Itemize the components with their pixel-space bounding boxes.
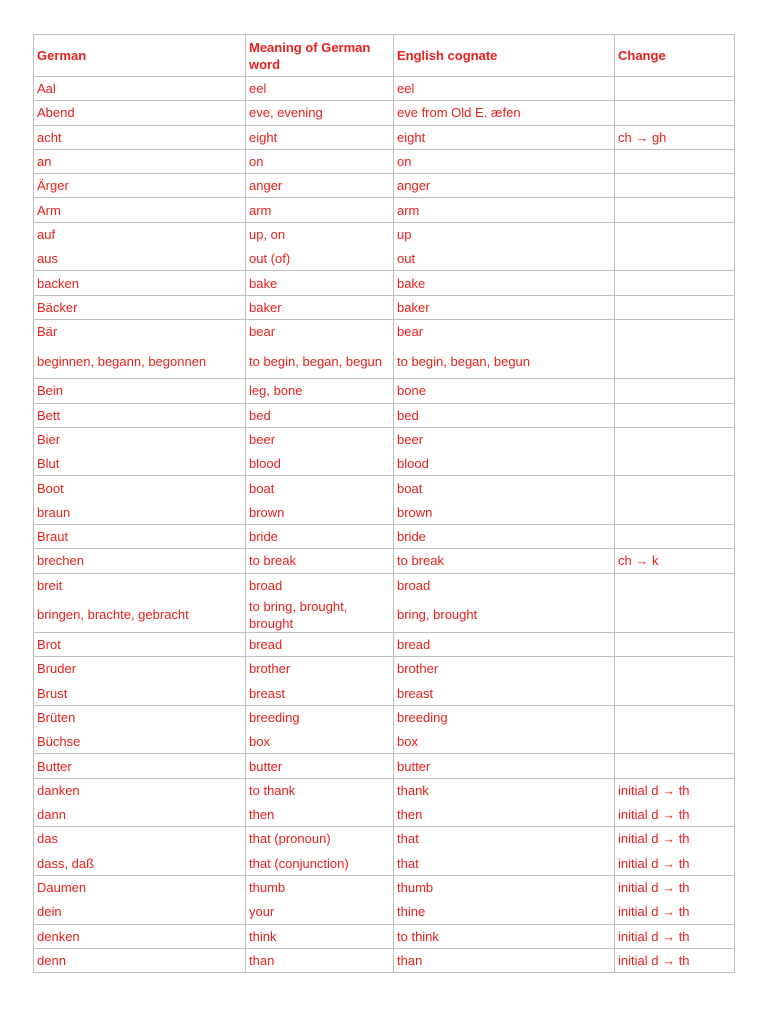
cell-meaning: then bbox=[246, 803, 394, 827]
cell-german: breit bbox=[34, 573, 246, 597]
cell-meaning: than bbox=[246, 948, 394, 972]
cell-german: acht bbox=[34, 125, 246, 149]
cell-meaning: leg, bone bbox=[246, 379, 394, 403]
cell-meaning: beer bbox=[246, 427, 394, 451]
cell-meaning: bake bbox=[246, 271, 394, 295]
cell-change: initial d → th bbox=[615, 924, 735, 948]
cell-german: Arm bbox=[34, 198, 246, 222]
cell-cognate: then bbox=[394, 803, 615, 827]
cell-meaning: eight bbox=[246, 125, 394, 149]
cell-german: Bruder bbox=[34, 657, 246, 681]
cell-cognate: thumb bbox=[394, 875, 615, 899]
header-german: German bbox=[34, 35, 246, 77]
cell-german: backen bbox=[34, 271, 246, 295]
table-row bbox=[34, 851, 735, 875]
cell-change bbox=[615, 730, 735, 754]
cell-meaning: out (of) bbox=[246, 247, 394, 271]
table-row bbox=[34, 827, 735, 851]
cell-german: das bbox=[34, 827, 246, 851]
cell-cognate: anger bbox=[394, 174, 615, 198]
cell-change: ch → gh bbox=[615, 125, 735, 149]
cell-german: Büchse bbox=[34, 730, 246, 754]
table-body bbox=[34, 77, 735, 973]
cell-cognate: bone bbox=[394, 379, 615, 403]
cell-cognate: boat bbox=[394, 476, 615, 500]
cell-german: Bett bbox=[34, 403, 246, 427]
cell-meaning: on bbox=[246, 149, 394, 173]
table-row bbox=[34, 476, 735, 500]
cell-cognate: out bbox=[394, 247, 615, 271]
cell-change bbox=[615, 525, 735, 549]
cell-cognate: up bbox=[394, 222, 615, 246]
cell-german: aus bbox=[34, 247, 246, 271]
cell-meaning: that (conjunction) bbox=[246, 851, 394, 875]
cell-change bbox=[615, 705, 735, 729]
cell-cognate: bride bbox=[394, 525, 615, 549]
cell-german: Ärger bbox=[34, 174, 246, 198]
cell-cognate: thank bbox=[394, 778, 615, 802]
table-row bbox=[34, 427, 735, 451]
cell-change bbox=[615, 573, 735, 597]
cell-cognate: breast bbox=[394, 681, 615, 705]
cell-change: initial d → th bbox=[615, 875, 735, 899]
table-row bbox=[34, 803, 735, 827]
cell-cognate: bed bbox=[394, 403, 615, 427]
cell-meaning: bread bbox=[246, 632, 394, 656]
cell-german: brechen bbox=[34, 549, 246, 573]
cell-german: dann bbox=[34, 803, 246, 827]
cell-cognate: to break bbox=[394, 549, 615, 573]
table-row bbox=[34, 403, 735, 427]
cell-german: Blut bbox=[34, 452, 246, 476]
cell-meaning: box bbox=[246, 730, 394, 754]
cell-meaning: your bbox=[246, 900, 394, 924]
table-row bbox=[34, 573, 735, 597]
cell-change: initial d → th bbox=[615, 778, 735, 802]
cell-change bbox=[615, 77, 735, 101]
table-row bbox=[34, 247, 735, 271]
table-row bbox=[34, 149, 735, 173]
cell-change: initial d → th bbox=[615, 948, 735, 972]
cell-german: bringen, brachte, gebracht bbox=[34, 597, 246, 632]
cell-change bbox=[615, 101, 735, 125]
table-row bbox=[34, 597, 735, 632]
cell-meaning: arm bbox=[246, 198, 394, 222]
cell-cognate: that bbox=[394, 851, 615, 875]
header-cognate: English cognate bbox=[394, 35, 615, 77]
cell-meaning: to thank bbox=[246, 778, 394, 802]
cell-meaning: brown bbox=[246, 500, 394, 524]
cell-change bbox=[615, 476, 735, 500]
cell-meaning: boat bbox=[246, 476, 394, 500]
cell-change bbox=[615, 681, 735, 705]
cell-meaning: bear bbox=[246, 319, 394, 343]
cell-change bbox=[615, 452, 735, 476]
cell-cognate: to begin, began, begun bbox=[394, 344, 615, 379]
cell-german: denn bbox=[34, 948, 246, 972]
cell-cognate: bake bbox=[394, 271, 615, 295]
cell-meaning: bed bbox=[246, 403, 394, 427]
cell-cognate: brown bbox=[394, 500, 615, 524]
cell-change bbox=[615, 198, 735, 222]
header-change: Change bbox=[615, 35, 735, 77]
cell-meaning: eve, evening bbox=[246, 101, 394, 125]
cell-meaning: bride bbox=[246, 525, 394, 549]
cell-cognate: that bbox=[394, 827, 615, 851]
cell-cognate: eight bbox=[394, 125, 615, 149]
table-row bbox=[34, 705, 735, 729]
cell-meaning: baker bbox=[246, 295, 394, 319]
header-meaning: Meaning of German word bbox=[246, 35, 394, 77]
cell-cognate: broad bbox=[394, 573, 615, 597]
cell-meaning: brother bbox=[246, 657, 394, 681]
table-row bbox=[34, 948, 735, 972]
cell-german: Boot bbox=[34, 476, 246, 500]
table-row bbox=[34, 632, 735, 656]
cell-meaning: breeding bbox=[246, 705, 394, 729]
cell-german: Bein bbox=[34, 379, 246, 403]
table-row bbox=[34, 125, 735, 149]
cell-german: auf bbox=[34, 222, 246, 246]
cell-cognate: butter bbox=[394, 754, 615, 778]
cell-cognate: than bbox=[394, 948, 615, 972]
cell-german: dass, daß bbox=[34, 851, 246, 875]
cell-german: Brüten bbox=[34, 705, 246, 729]
cell-meaning: blood bbox=[246, 452, 394, 476]
cell-german: Aal bbox=[34, 77, 246, 101]
cell-change: initial d → th bbox=[615, 827, 735, 851]
cell-change bbox=[615, 271, 735, 295]
cell-change bbox=[615, 403, 735, 427]
table-row bbox=[34, 452, 735, 476]
cell-change bbox=[615, 632, 735, 656]
cell-cognate: bread bbox=[394, 632, 615, 656]
cell-german: Butter bbox=[34, 754, 246, 778]
cell-change bbox=[615, 247, 735, 271]
cognate-table bbox=[33, 34, 735, 973]
table-row bbox=[34, 379, 735, 403]
cell-german: beginnen, begann, begonnen bbox=[34, 344, 246, 379]
cell-german: Abend bbox=[34, 101, 246, 125]
cell-german: braun bbox=[34, 500, 246, 524]
cell-change bbox=[615, 149, 735, 173]
cell-meaning: think bbox=[246, 924, 394, 948]
table-row bbox=[34, 875, 735, 899]
cell-change bbox=[615, 344, 735, 379]
cell-cognate: brother bbox=[394, 657, 615, 681]
cell-change bbox=[615, 222, 735, 246]
cell-meaning: up, on bbox=[246, 222, 394, 246]
cell-german: denken bbox=[34, 924, 246, 948]
cell-change bbox=[615, 295, 735, 319]
cell-cognate: arm bbox=[394, 198, 615, 222]
cell-german: an bbox=[34, 149, 246, 173]
table-row bbox=[34, 754, 735, 778]
cell-change: initial d → th bbox=[615, 900, 735, 924]
cell-change bbox=[615, 379, 735, 403]
cell-change: initial d → th bbox=[615, 851, 735, 875]
cell-change bbox=[615, 597, 735, 632]
cell-cognate: beer bbox=[394, 427, 615, 451]
cell-change bbox=[615, 500, 735, 524]
table-row bbox=[34, 344, 735, 379]
table-row bbox=[34, 222, 735, 246]
cell-cognate: baker bbox=[394, 295, 615, 319]
cell-cognate: bring, brought bbox=[394, 597, 615, 632]
cell-meaning: to begin, began, begun bbox=[246, 344, 394, 379]
table-row bbox=[34, 271, 735, 295]
table-row bbox=[34, 778, 735, 802]
table-row bbox=[34, 730, 735, 754]
cell-cognate: box bbox=[394, 730, 615, 754]
cell-meaning: that (pronoun) bbox=[246, 827, 394, 851]
cell-german: Braut bbox=[34, 525, 246, 549]
cell-meaning: anger bbox=[246, 174, 394, 198]
cell-cognate: eel bbox=[394, 77, 615, 101]
table-row bbox=[34, 924, 735, 948]
cell-german: danken bbox=[34, 778, 246, 802]
cell-change bbox=[615, 754, 735, 778]
cell-change: initial d → th bbox=[615, 803, 735, 827]
cell-change bbox=[615, 174, 735, 198]
cell-cognate: on bbox=[394, 149, 615, 173]
cell-meaning: butter bbox=[246, 754, 394, 778]
cell-change bbox=[615, 319, 735, 343]
cell-cognate: breeding bbox=[394, 705, 615, 729]
cell-change: ch → k bbox=[615, 549, 735, 573]
table-row bbox=[34, 549, 735, 573]
cell-german: Daumen bbox=[34, 875, 246, 899]
table-row bbox=[34, 500, 735, 524]
table-row bbox=[34, 174, 735, 198]
table-row bbox=[34, 295, 735, 319]
cognate-table-container bbox=[33, 34, 734, 973]
cell-meaning: broad bbox=[246, 573, 394, 597]
cell-german: Bier bbox=[34, 427, 246, 451]
cell-change bbox=[615, 427, 735, 451]
cell-cognate: thine bbox=[394, 900, 615, 924]
cell-meaning: eel bbox=[246, 77, 394, 101]
table-row bbox=[34, 525, 735, 549]
cell-german: Brust bbox=[34, 681, 246, 705]
table-row bbox=[34, 681, 735, 705]
header-row bbox=[34, 35, 735, 77]
table-row bbox=[34, 77, 735, 101]
cell-meaning: thumb bbox=[246, 875, 394, 899]
table-row bbox=[34, 101, 735, 125]
table-row bbox=[34, 657, 735, 681]
cell-change bbox=[615, 657, 735, 681]
cell-cognate: eve from Old E. æfen bbox=[394, 101, 615, 125]
cell-german: Bär bbox=[34, 319, 246, 343]
cell-meaning: breast bbox=[246, 681, 394, 705]
cell-meaning: to break bbox=[246, 549, 394, 573]
cell-cognate: bear bbox=[394, 319, 615, 343]
table-row bbox=[34, 319, 735, 343]
table-row bbox=[34, 198, 735, 222]
cell-meaning: to bring, brought, brought bbox=[246, 597, 394, 632]
cell-german: dein bbox=[34, 900, 246, 924]
cell-german: Bäcker bbox=[34, 295, 246, 319]
cell-german: Brot bbox=[34, 632, 246, 656]
cell-cognate: blood bbox=[394, 452, 615, 476]
table-row bbox=[34, 900, 735, 924]
cell-cognate: to think bbox=[394, 924, 615, 948]
